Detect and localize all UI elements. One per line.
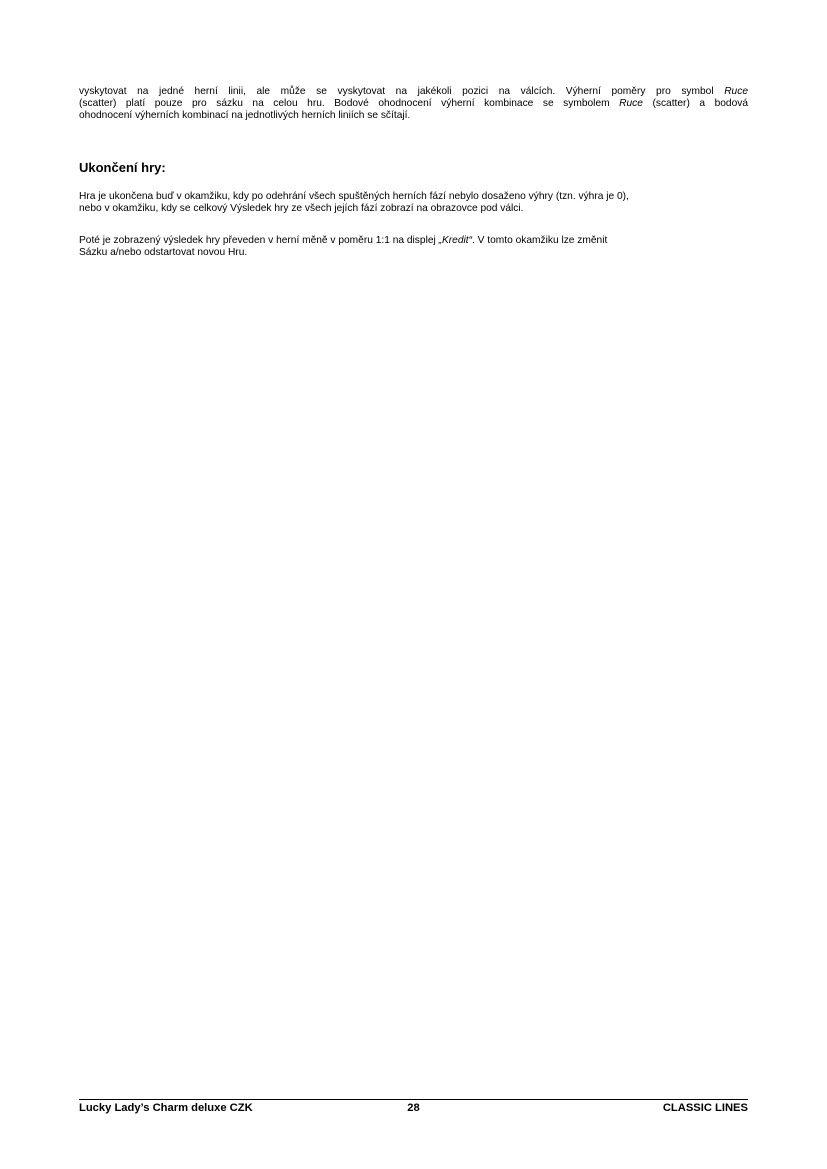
italic-term: Ruce: [724, 86, 748, 97]
paragraph-line: [79, 86, 748, 98]
paragraph-line: Hra je ukončena buď v okamžiku, kdy po odehrání všech spuštěných herních fází nebylo dosaženo výhry (tzn. výhra je 0),: [79, 191, 629, 202]
italic-term: „Kredit“: [438, 235, 472, 246]
text-span: Poté je zobrazený výsledek hry převeden v herní měně v poměru 1:1 na displej: [79, 235, 439, 246]
paragraph-line: Sázku a/nebo odstartovat novou Hru.: [79, 247, 248, 259]
paragraph-credit-transfer: [79, 235, 748, 259]
section-heading: Ukončení hry:: [79, 160, 166, 175]
text-span: (scatter) a bodová: [642, 98, 748, 110]
text-span: . V tomto okamžiku lze změnit: [472, 235, 608, 246]
paragraph-line: [79, 98, 748, 110]
footer-page-number: 28: [407, 1102, 420, 1114]
text-span: vyskytovat na jedné herní linii, ale může se vyskytovat na jakékoli pozici na válcích. Výherní poměry pro symbol: [79, 86, 725, 97]
paragraph-line: [79, 235, 748, 247]
page-content: [79, 86, 748, 259]
paragraph-game-end: [79, 191, 748, 215]
page-footer: [79, 1099, 748, 1114]
text-span: (scatter) platí pouze pro sázku na celou hru. Bodové ohodnocení výherní kombinace se symbolem: [79, 98, 620, 110]
paragraph-line: ohodnocení výherních kombinací na jednotlivých herních liniích se sčítají.: [79, 110, 411, 122]
paragraph-line: nebo v okamžiku, kdy se celkový Výsledek hry ze všech jejích fází zobrazí na obrazovce pod válci.: [79, 203, 524, 215]
paragraph-scatter-rules: [79, 86, 748, 123]
footer-brand: CLASSIC LINES: [662, 1102, 748, 1114]
italic-term: Ruce: [619, 98, 643, 110]
footer-document-title: Lucky Lady’s Charm deluxe CZK: [79, 1102, 253, 1114]
